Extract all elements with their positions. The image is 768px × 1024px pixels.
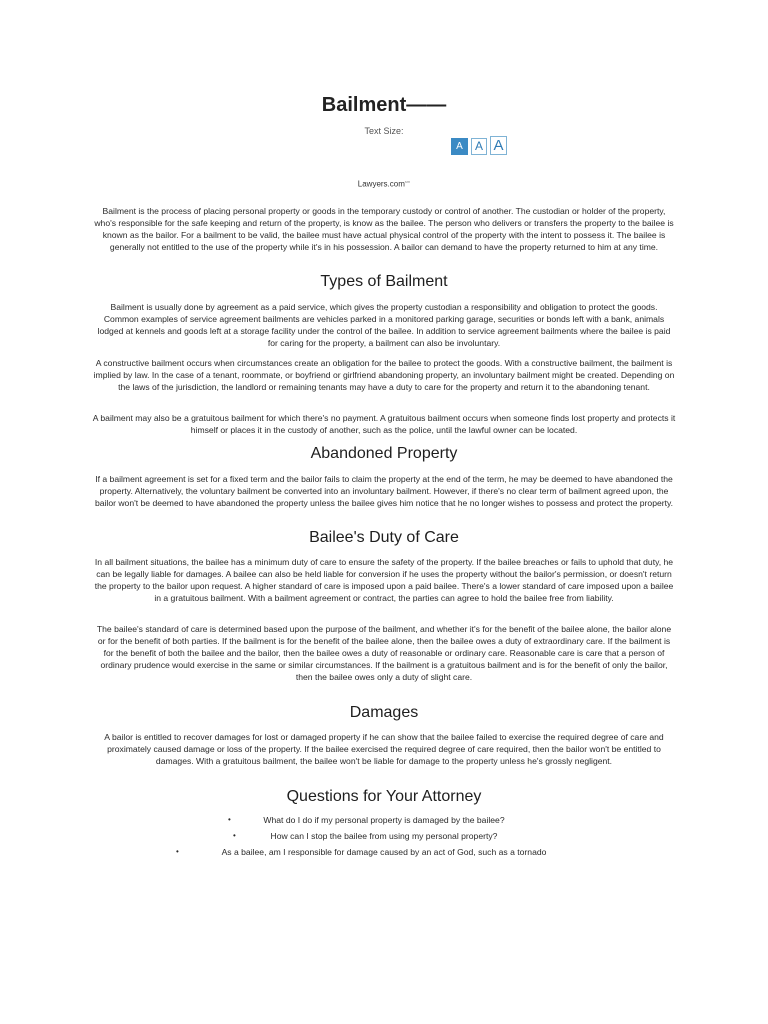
paragraph: A bailment may also be a gratuitous bailment for which there's no payment. A gratuitous bailment occurs when someone finds lost property and protects it himself or places it in the custody of another, such as the police, until the lawful owner can be located.	[92, 413, 676, 435]
duty-paragraph-2-block	[92, 623, 676, 683]
section-heading-questions	[92, 787, 676, 807]
source-name: Lawyers.com	[357, 179, 405, 189]
types-paragraph-3-block	[92, 412, 676, 436]
section-heading: Damages	[349, 704, 419, 721]
intro-block	[92, 205, 676, 253]
intro-paragraph: Bailment is the process of placing personal property or goods in the temporary custody or control of another. The custodian or holder of the property, who's responsible for the safe keeping and return of the property, is know as the bailee. The person who delivers or transfers the property to the bailee is known as the bailor. For a bailment to be valid, the bailee must have actual physical control of the property with the intent to possess it. The bailee is generally not entitled to the use of the property while it's in his possession. A bailor can demand to have the property returned to him at any time.	[94, 206, 674, 252]
text-size-large-button[interactable]: A	[490, 136, 507, 155]
paragraph: Bailment is usually done by agreement as a paid service, which gives the property custodian a responsibility and obligation to protect the goods. Common examples of service agreement bailments are vehicles parked in a monitored parking garage, securities or bonds left with a bank, animals lodged at kennels and goods left at a storage facility under the control of the bailee. In addition to service agreement bailments where the bailee is paid for caring for the property, a bailment can also be involuntary.	[97, 302, 671, 348]
list-item	[92, 812, 676, 828]
section-heading: Bailee's Duty of Care	[309, 529, 459, 546]
types-paragraph-2-block	[92, 357, 676, 393]
bullet-icon: •	[233, 831, 236, 840]
question-text: How can I stop the bailee from using my personal property?	[270, 831, 498, 841]
abandoned-paragraph-block	[92, 473, 676, 509]
list-item	[92, 828, 676, 844]
question-text: As a bailee, am I responsible for damage caused by an act of God, such as a tornado	[221, 847, 547, 857]
duty-paragraph-1-block	[92, 556, 676, 604]
section-heading-damages	[92, 703, 676, 723]
text-size-medium-button[interactable]: A	[471, 138, 487, 155]
section-heading-duty	[92, 528, 676, 548]
damages-paragraph-block	[92, 731, 676, 767]
bullet-icon: •	[176, 847, 179, 856]
section-heading: Types of Bailment	[320, 273, 448, 290]
page-title: Bailment——	[321, 94, 447, 116]
source-credit	[92, 179, 676, 189]
section-heading: Questions for Your Attorney	[286, 788, 482, 805]
paragraph: A bailor is entitled to recover damages for lost or damaged property if he can show that the bailee failed to exercise the required degree of care and proximately caused damage or loss of the property. If the bailee exercised the required degree of care required, then the bailor won't be entitled to damages. With a gratuitous bailment, the bailee won't be liable for damage to the property unless he's grossly negligent.	[104, 732, 664, 766]
section-heading: Abandoned Property	[310, 445, 458, 462]
paragraph: If a bailment agreement is set for a fixed term and the bailor fails to claim the property at the end of the term, he may be deemed to have abandoned the property. Alternatively, the voluntary bailment be converted into an involuntary bailment. However, if there's no clear term of bailment agreed upon, the bailor won't be deemed to have abandoned the property unless the bailee gives him notice that he no longer wishes to possess and protect the property.	[94, 474, 674, 508]
text-size-controls	[451, 137, 507, 155]
bullet-icon: •	[228, 815, 231, 824]
text-size-label: Text Size:	[364, 126, 404, 136]
text-size-small-button[interactable]: A	[451, 138, 468, 155]
section-heading-types	[92, 272, 676, 292]
types-paragraph-1-block	[92, 301, 676, 349]
source-mark: sm	[404, 179, 411, 184]
section-heading-abandoned	[92, 444, 676, 464]
list-item	[92, 844, 676, 860]
paragraph: A constructive bailment occurs when circumstances create an obligation for the bailee to protect the goods. With a constructive bailment, the bailment is implied by law. In the case of a tenant, roommate, or boyfriend or girlfriend abandoning property, an involuntary bailment might be created. Depending on the laws of the jurisdiction, the landlord or remaining tenants may have a duty to care for the property and return it to the abandoning tenant.	[93, 358, 675, 392]
questions-list	[92, 812, 676, 860]
questions-list-block	[92, 812, 676, 860]
question-text: What do I do if my personal property is damaged by the bailee?	[263, 815, 505, 825]
paragraph: The bailee's standard of care is determined based upon the purpose of the bailment, and whether it's for the benefit of the bailee alone, the bailor alone or for the benefit of both parties. If the bailment is for the benefit of the bailee alone, then the bailee owes a duty of extraordinary care. If the bailment is for the benefit of both the bailee and the bailor, then the bailee owes a duty of reasonable or ordinary care. Reasonable care is care that a person of ordinary prudence would exercise in the same or similar circumstances. If the bailment is a gratuitous bailment and is for the benefit of only the bailor, then the bailee owes only a duty of slight care.	[96, 624, 672, 682]
paragraph: In all bailment situations, the bailee has a minimum duty of care to ensure the safety of the property. If the bailee breaches or fails to uphold that duty, he can be legally liable for damages. A bailee can also be held liable for conversion if he uses the property without the bailor's permission, or doesn't return the property to the bailor upon request. A higher standard of care is imposed upon a paid bailee. There's a lower standard of care imposed upon a bailee in a gratuitous bailment. With a bailment agreement or contract, the parties can agree to hold the bailee free from liability.	[94, 557, 674, 603]
